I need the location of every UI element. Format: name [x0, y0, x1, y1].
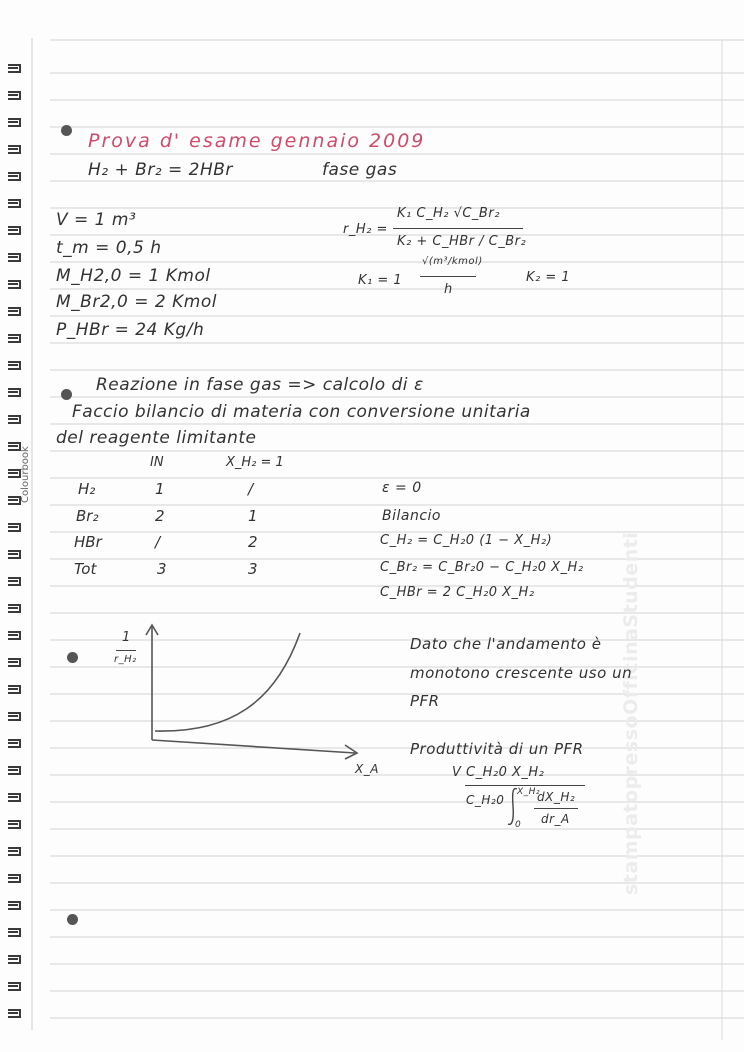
rate-denominator: K₂ + C_HBr / C_Br₂: [397, 234, 527, 249]
c-h2-expression: C_H₂ = C_H₂0 (1 − X_H₂): [380, 533, 553, 548]
brand-label: Colourbook: [20, 446, 31, 503]
note-line-1: Reazione in fase gas => calcolo di ε: [96, 375, 424, 395]
epsilon-value: ε = 0: [382, 480, 422, 496]
binder-hole: [67, 652, 78, 663]
rate-fraction-line: [393, 228, 523, 229]
k1-lhs: K₁ = 1: [358, 273, 403, 288]
table-cell: Br₂: [76, 507, 99, 525]
table-cell: 2: [155, 507, 165, 525]
dx-denominator: dr_A: [541, 812, 570, 826]
c-br2-expression: C_Br₂ = C_Br₂0 − C_H₂0 X_H₂: [380, 560, 584, 575]
productivity-label: Produttività di un PFR: [410, 740, 584, 758]
productivity-numerator: V C_H₂0 X_H₂: [452, 765, 545, 780]
c-hbr-expression: C_HBr = 2 C_H₂0 X_H₂: [380, 585, 535, 600]
graph-y-label-line: [116, 650, 136, 651]
table-cell: 2: [248, 533, 258, 551]
graph-x-label: X_A: [355, 762, 379, 776]
note-line-2: Faccio bilancio di materia con conversione unitaria: [72, 402, 531, 422]
bilancio-label: Bilancio: [382, 508, 441, 524]
table-header-in: IN: [150, 455, 164, 470]
rate-lhs: r_H₂ =: [343, 222, 388, 237]
table-cell: 1: [155, 480, 165, 498]
h2-moles: M_H2,0 = 1 Kmol: [56, 266, 211, 286]
table-cell: H₂: [78, 480, 96, 498]
tm-value: t_m = 0,5 h: [56, 238, 162, 258]
rate-numerator: K₁ C_H₂ √C_Br₂: [397, 206, 500, 221]
graph-y-label-num: 1: [122, 630, 131, 645]
table-cell: Tot: [74, 560, 97, 578]
table-cell: HBr: [74, 533, 102, 551]
conclusion-line-2: monotono crescente uso un: [410, 664, 633, 682]
table-header-conv: X_H₂ = 1: [226, 455, 284, 470]
k1-numerator: √(m³/kmol): [422, 256, 483, 267]
page-title: Prova d' esame gennaio 2009: [88, 130, 426, 152]
table-cell: /: [155, 533, 161, 551]
phase-label: fase gas: [322, 160, 398, 180]
watermark: stampatopressoOfficinaStudenti: [620, 531, 642, 895]
spiral-binding: [4, 55, 30, 1045]
table-cell: 1: [248, 507, 258, 525]
hbr-production: P_HBr = 24 Kg/h: [56, 320, 205, 340]
dx-fraction-line: [534, 808, 578, 809]
conclusion-line-3: PFR: [410, 692, 440, 710]
integral-upper: X_H₂: [517, 787, 541, 797]
table-cell: 3: [157, 560, 167, 578]
k1-denominator: h: [444, 282, 453, 297]
k1-fraction-line: [420, 276, 476, 277]
productivity-den-prefix: C_H₂0: [466, 793, 505, 807]
productivity-fraction-line: [465, 785, 585, 786]
reaction-equation: H₂ + Br₂ = 2HBr: [88, 160, 233, 180]
br2-moles: M_Br2,0 = 2 Kmol: [56, 292, 217, 312]
conclusion-line-1: Dato che l'andamento è: [410, 635, 602, 653]
note-line-3: del reagente limitante: [56, 428, 257, 448]
rate-curve-sketch: [100, 615, 380, 780]
volume-value: V = 1 m³: [56, 210, 137, 230]
k2-value: K₂ = 1: [526, 270, 571, 285]
table-cell: 3: [248, 560, 258, 578]
dx-numerator: dX_H₂: [537, 790, 576, 804]
table-cell: /: [248, 480, 254, 498]
binder-hole: [61, 125, 72, 136]
integral-lower: 0: [515, 820, 522, 830]
binder-hole: [61, 389, 72, 400]
binder-hole: [67, 914, 78, 925]
graph-y-label-den: r_H₂: [114, 654, 137, 665]
